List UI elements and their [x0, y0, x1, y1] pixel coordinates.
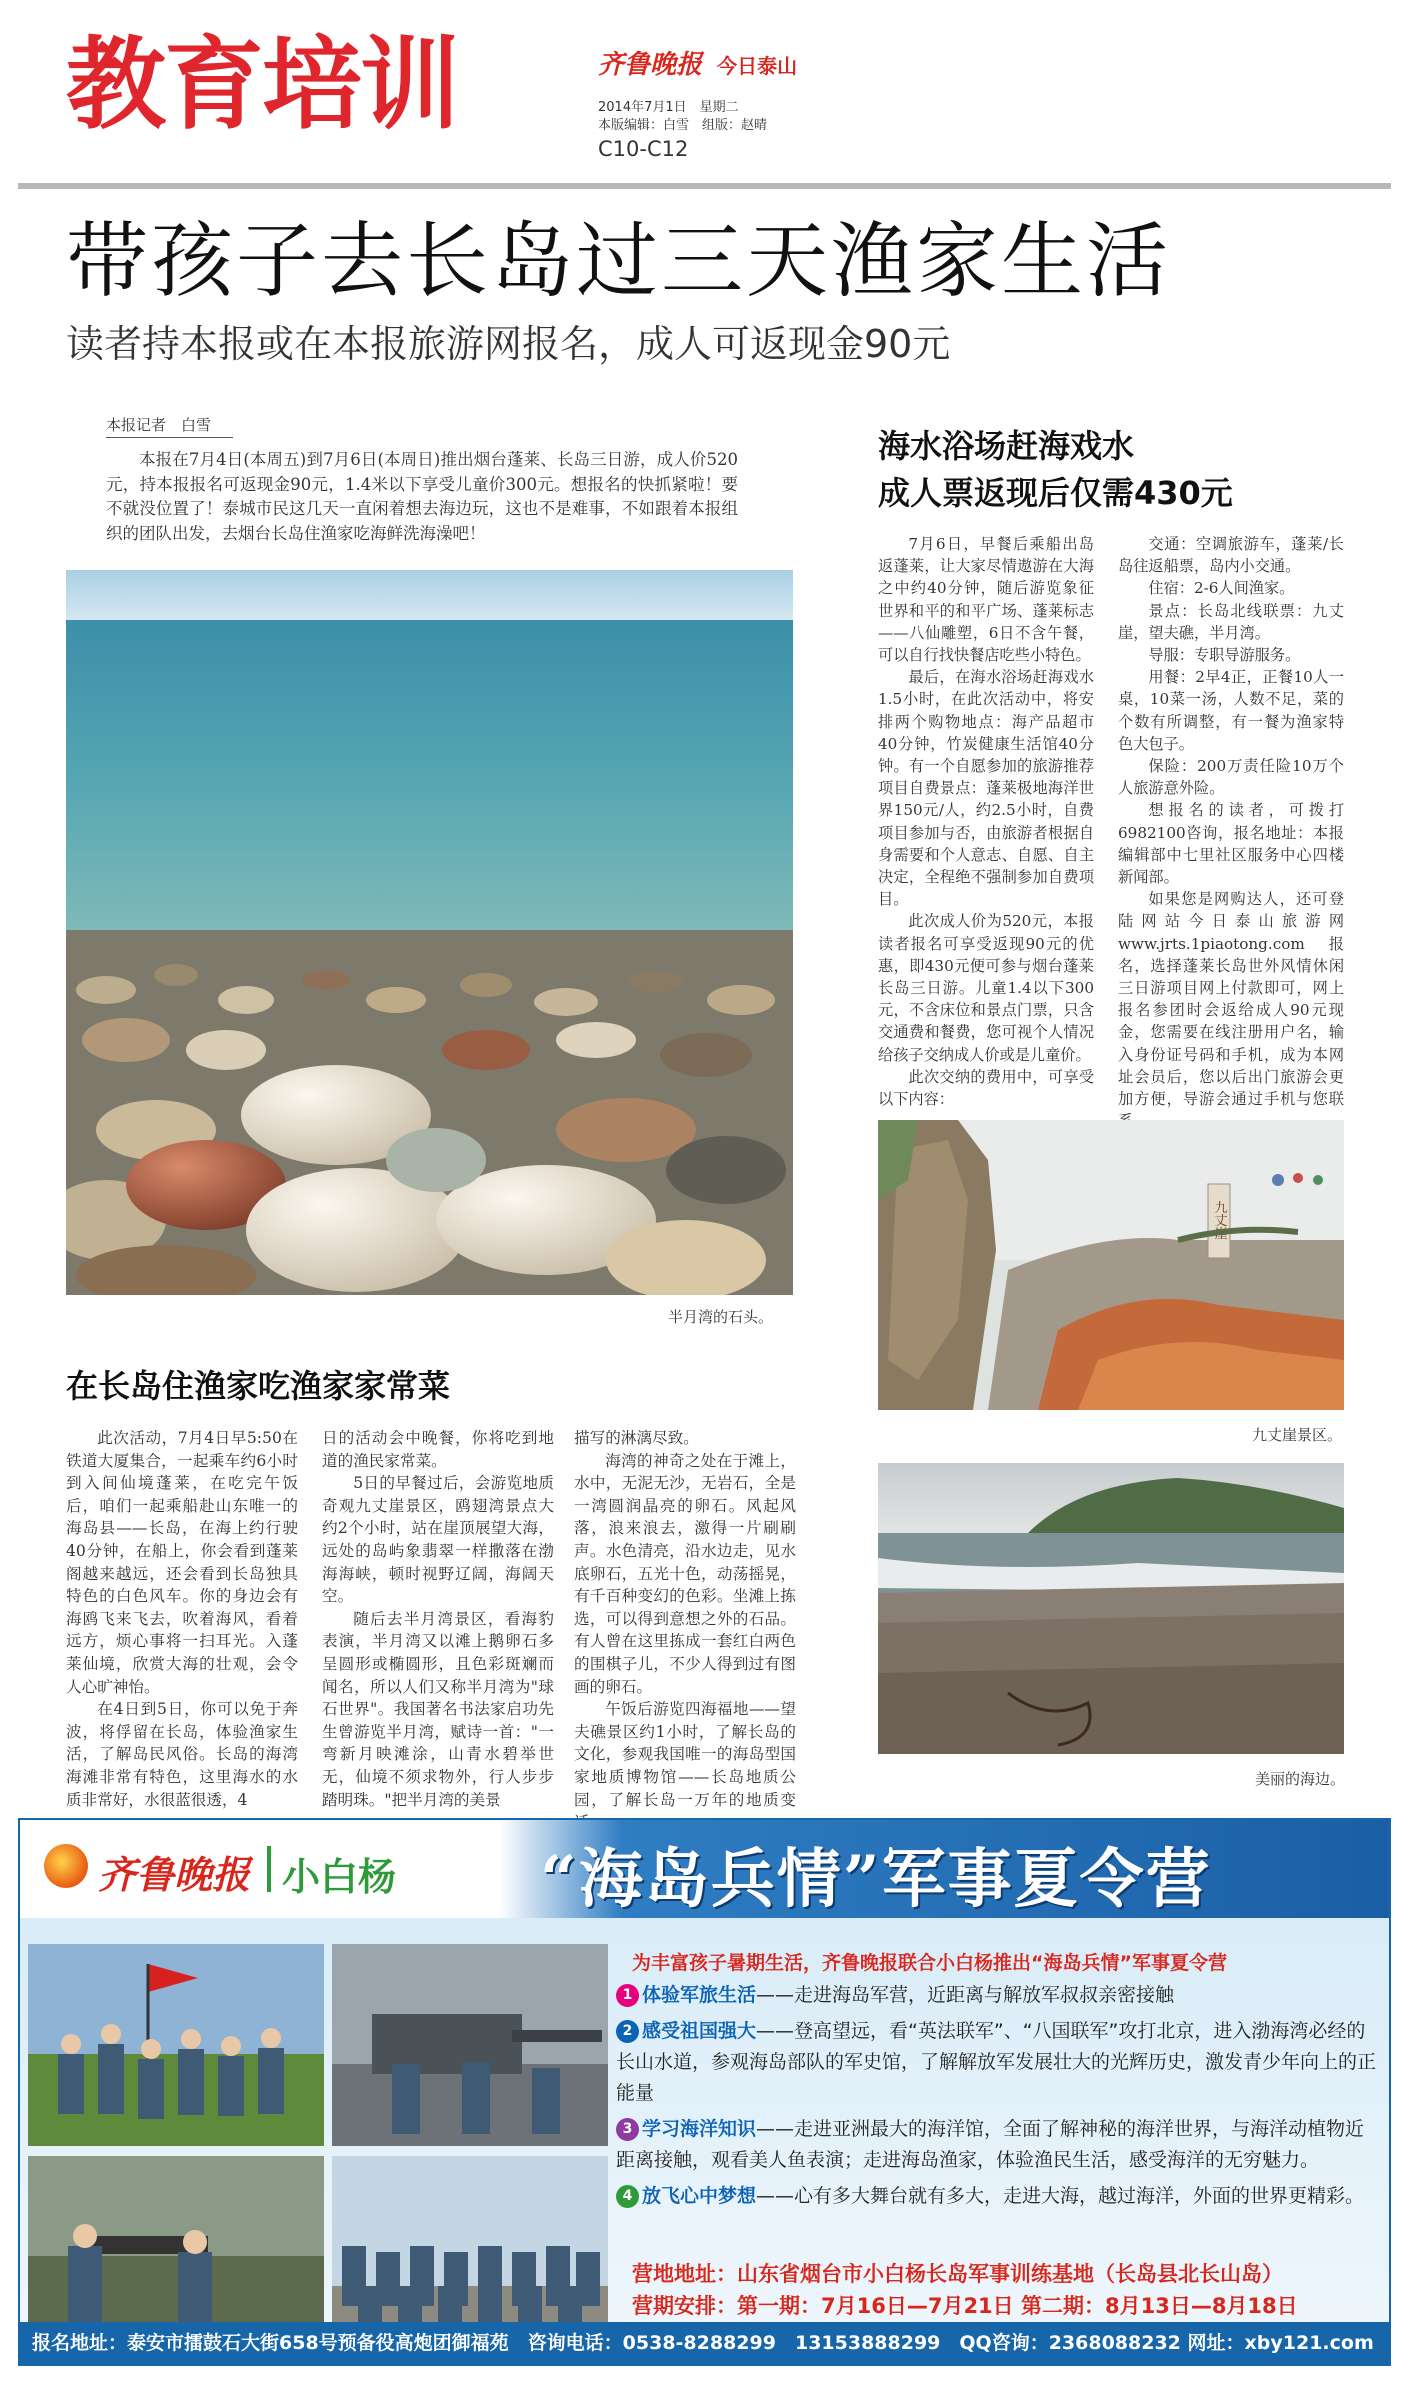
item-number-badge: 3	[616, 2118, 639, 2141]
section1-col1	[66, 1427, 298, 1811]
lead-paragraph: 本报在7月4日(本周五)到7月6日(本周日)推出烟台蓬莱、长岛三日游，成人价520元，持本报报名可返现金90元，1.4米以下享受儿童价300元。想报名的快抓紧啦！要不就没位置了！泰城市民这几天一直闲着想去海边玩，这也不是难事，不如跟着本报组织的团队出发，去烟台长岛住渔家吃海鲜洗海澡吧！	[106, 450, 738, 543]
paragraph: 最后，在海水浴场赶海戏水1.5小时，在此次活动中，将安排两个购物地点：海产品超市40分钟，竹炭健康生活馆40分钟。有一个自愿参加的旅游推荐项目自费景点：蓬莱极地海洋世界150元/人，约2.5小时，自费项目参加与否，由旅游者根据自身需要和个人意志、自愿、自主决定，全程绝不强制参加自费项目。	[878, 668, 1094, 909]
ad-intro: 为丰富孩子暑期生活，齐鲁晚报联合小白杨推出“海岛兵情”军事夏令营	[632, 1952, 1227, 1974]
item-title: 感受祖国强大	[642, 2020, 757, 2042]
sun-logo-icon	[44, 1844, 88, 1888]
paragraph: 随后去半月湾景区，看海豹表演，半月湾又以滩上鹅卵石多呈圆形或椭圆形，且色彩斑斓而闻名，所以人们又称半月湾为"球石世界"。我国著名书法家启功先生曾游览半月湾，赋诗一首："一弯新月映滩涂，山青水碧举世无，仙境不须求物外，行人步步踏明珠。"把半月湾的美景	[322, 1609, 554, 1809]
page-range: C10-C12	[598, 137, 689, 161]
paragraph: 7月6日，早餐后乘船出岛返蓬莱，让大家尽情遨游在大海之中约40分钟，随后游览象征世界和平的和平广场、蓬莱标志——八仙雕塑，6日不含午餐，可以自行找快餐店吃些小特色。	[878, 535, 1094, 665]
item-text: ——心有多大舞台就有多大，走进大海，越过海洋，外面的世界更精彩。	[756, 2185, 1365, 2207]
stones-photo	[66, 570, 793, 1295]
item-number-badge: 4	[616, 2185, 639, 2208]
section2-col1	[878, 533, 1094, 1110]
ad-item	[616, 2114, 1382, 2176]
headline-title: 带孩子去长岛过三天渔家生活	[66, 214, 1172, 309]
paragraph: 描写的淋漓尽致。	[574, 1429, 699, 1447]
staff-line: 本版编辑：白雪 组版：赵晴	[598, 118, 768, 133]
ad-footer: 报名地址：泰安市擂鼓石大街658号预备役高炮团御福苑 咨询电话：0538-8288299 13153888299 QQ咨询：2368088232 网址：xby121.com	[20, 2322, 1389, 2364]
byline: 本报记者 白雪	[106, 414, 233, 438]
item-text: ——登高望远，看“英法联军”、“八国联军”攻打北京，进入渤海湾必经的长山水道，参观海岛部队的军史馆，了解解放军发展壮大的光辉历史，激发青少年向上的正能量	[616, 2020, 1377, 2104]
section1-col2	[322, 1427, 554, 1811]
paragraph: 在4日到5日，你可以免于奔波，将俘留在长岛，体验渔家生活，了解岛民风俗。长岛的海湾海滩非常有特色，这里海水的水质非常好，水很蓝很透，4	[66, 1700, 298, 1809]
paragraph: 景点：长岛北线联票：九丈崖，望夫礁，半月湾。	[1118, 601, 1344, 642]
cliff-photo	[878, 1120, 1344, 1410]
paragraph: 保险：200万责任险10万个人旅游意外险。	[1118, 757, 1344, 798]
item-number-badge: 1	[616, 1984, 639, 2007]
ad-header	[20, 1820, 1389, 1918]
paragraph: 5日的早餐过后，会游览地质奇观九丈崖景区，鸥翅湾景点大约2个小时，站在崖顶展望大海，远处的岛屿象翡翠一样撒落在渤海海峡，顿时视野辽阔，海阔天空。	[322, 1474, 554, 1606]
edition-name: 今日泰山	[717, 54, 798, 78]
paragraph: 导服：专职导游服务。	[1148, 646, 1301, 665]
paragraph: 此次成人价为520元，本报读者报名可享受返现90元的优惠，即430元便可参与烟台蓬莱长岛三日游。儿童1.4以下300元，不含床位和景点门票，只含交通费和餐费，您可视个人情况给孩子交纳成人价或是儿童价。	[878, 912, 1094, 1064]
item-title: 放飞心中梦想	[642, 2185, 757, 2207]
section2-title: 海水浴场赶海戏水 成人票返现后仅需430元	[878, 427, 1233, 512]
ad-paper-logo: 齐鲁晚报	[98, 1852, 251, 1897]
item-text: ——走进海岛军营，近距离与解放军叔叔亲密接触	[756, 1984, 1175, 2006]
ad-divider	[267, 1846, 271, 1892]
stones-caption: 半月湾的石头。	[668, 1308, 774, 1326]
item-text: ——走进亚洲最大的海洋馆，全面了解神秘的海洋世界，与海洋动植物近距离接触，观看美人鱼表演；走进海岛渔家，体验渔民生活，感受海洋的无穷魅力。	[616, 2118, 1365, 2171]
paragraph: 想报名的读者，可拨打6982100咨询，报名地址：本报编辑部中七里社区服务中心四楼新闻部。	[1118, 801, 1344, 887]
ad-partner: 小白杨	[282, 1855, 397, 1899]
item-title: 体验军旅生活	[642, 1984, 757, 2006]
paper-logo: 齐鲁晚报 今日泰山	[598, 50, 798, 80]
ad-venue: 营地地址：山东省烟台市小白杨长岛军事训练基地（长岛县北长山岛）	[632, 2262, 1283, 2286]
paragraph: 此次交纳的费用中，可享受以下内容：	[878, 1067, 1094, 1109]
headline-subtitle: 读者持本报或在本报旅游网报名，成人可返现金90元	[66, 322, 951, 366]
paragraph: 住宿：2-6人间渔家。	[1148, 579, 1295, 598]
paragraph: 交通：空调旅游车，蓬莱/长岛往返船票，岛内小交通。	[1118, 535, 1344, 576]
summer-camp-ad	[18, 1818, 1391, 2366]
masthead-rule	[18, 183, 1391, 189]
paragraph: 用餐：2早4正，正餐10人一桌，10菜一汤，人数不足，菜的个数有所调整，有一餐为渔家特色大包子。	[1118, 668, 1344, 753]
item-number-badge: 2	[616, 2020, 639, 2043]
section1-title: 在长岛住渔家吃渔家家常菜	[66, 1367, 451, 1405]
ad-item	[616, 1980, 1382, 2011]
section-title: 教育培训	[66, 26, 458, 143]
beach-photo	[878, 1463, 1344, 1754]
cliff-caption: 九丈崖景区。	[1252, 1426, 1343, 1444]
camp-photo-flag	[28, 1944, 324, 2146]
cliff-sign-text: 九丈崖	[1211, 1200, 1227, 1240]
camp-photo-gun	[332, 1944, 608, 2146]
ad-schedule: 营期安排：第一期：7月16日—7月21日 第二期：8月13日—8月18日	[632, 2294, 1298, 2318]
ad-item	[616, 2016, 1382, 2109]
ad-item	[616, 2181, 1382, 2212]
paragraph: 午饭后游览四海福地——望夫礁景区约1小时，了解长岛的文化，参观我国唯一的海岛型国家地质博物馆——长岛地质公园，了解长岛一万年的地质变	[574, 1700, 796, 1809]
beach-caption: 美丽的海边。	[1255, 1770, 1346, 1788]
item-title: 学习海洋知识	[642, 2118, 757, 2140]
ad-items	[616, 1980, 1382, 2217]
paragraph: 日的活动会中晚餐，你将吃到地道的渔民家常菜。	[322, 1429, 554, 1470]
paragraph: 此次活动，7月4日早5:50在铁道大厦集合，一起乘车约6小时到入间仙境蓬莱，在吃完午饭后，咱们一起乘船赴山东唯一的海岛县——长岛，在海上约行驶40分钟，在船上，你会看到蓬莱阁越来越远，还会看到长岛独具特色的白色风车。你的身边会有海鸥飞来飞去，吹着海风，看着远方，烦心事将一扫耳光。入蓬莱仙境，欣赏大海的壮观，会令人心旷神怡。	[66, 1429, 298, 1696]
paragraph: 海湾的神奇之处在于滩上，水中，无泥无沙，无岩石，全是一湾圆润晶亮的卵石。风起风落，浪来浪去，激得一片刷刷声。水色清亮，沿水边走，见水底卵石，五光十色，动荡摇晃，有千百种变幻的色彩。坐滩上拣选，可以得到意想之外的石品。有人曾在这里拣成一套红白两色的围棋子儿，不少人得到过有图画的卵石。	[574, 1451, 796, 1696]
paragraph: 如果您是网购达人，还可登陆网站今日泰山旅游网www.jrts.1piaotong.com报名，选择蓬莱长岛世外风情休闲三日游项目网上付款即可，网上报名参团时会返给成人90元现金，您需要在线注册用户名，输入身份证号码和手机，成为本网址会员后，您以后出门旅游会更加方便，导游会通过手机与您联	[1118, 890, 1344, 1109]
section2-col2	[1118, 533, 1344, 1132]
ad-title: “海岛兵情”军事夏令营	[540, 1842, 1212, 1917]
section1-col3	[574, 1427, 796, 1834]
date-line: 2014年7月1日 星期二	[598, 100, 739, 115]
